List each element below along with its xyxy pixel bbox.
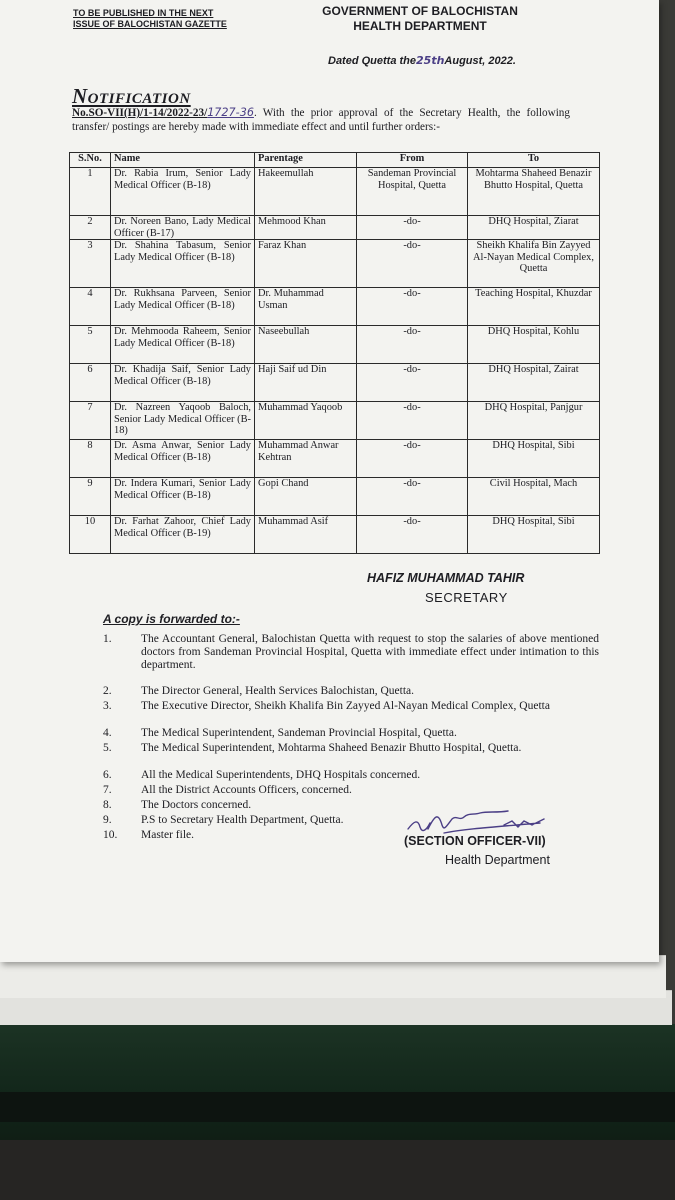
secretary-title: SECRETARY xyxy=(425,590,508,605)
department-name: HEALTH DEPARTMENT xyxy=(353,19,487,33)
cell-to: DHQ Hospital, Sibi xyxy=(468,440,600,478)
cell-name: Dr. Nazreen Yaqoob Baloch, Senior Lady Medical Officer (B-18) xyxy=(111,402,255,440)
handwritten-reference: 1727-36 xyxy=(207,106,254,119)
cell-from: -do- xyxy=(357,240,468,288)
cell-name: Dr. Mehmooda Raheem, Senior Lady Medical Officer (B-18) xyxy=(111,326,255,364)
list-item-number: 6. xyxy=(103,769,112,781)
cell-sno: 1 xyxy=(70,168,111,216)
cell-parentage: Muhammad Yaqoob xyxy=(255,402,357,440)
table-row xyxy=(70,288,600,326)
column-header-to: To xyxy=(468,153,600,168)
cell-parentage: Faraz Khan xyxy=(255,240,357,288)
copy-forwarded-heading: A copy is forwarded to:- xyxy=(103,612,240,626)
table-row xyxy=(70,478,600,516)
list-item-text: The Executive Director, Sheikh Khalifa Bin Zayyed Al-Nayan Medical Complex, Quetta xyxy=(141,700,550,712)
list-item-text: The Accountant General, Balochistan Quetta with request to stop the salaries of above mentioned doctors from Sandeman Provincial Hospital, Quetta with immediate effect under intimation to this department. xyxy=(141,633,599,671)
list-item-number: 8. xyxy=(103,799,112,811)
cell-name: Dr. Farhat Zahoor, Chief Lady Medical Officer (B-19) xyxy=(111,516,255,554)
cell-name: Dr. Rabia Irum, Senior Lady Medical Officer (B-18) xyxy=(111,168,255,216)
cell-sno: 5 xyxy=(70,326,111,364)
cell-parentage: Gopi Chand xyxy=(255,478,357,516)
column-header-from: From xyxy=(357,153,468,168)
cell-name: Dr. Khadija Saif, Senior Lady Medical Officer (B-18) xyxy=(111,364,255,402)
cell-name: Dr. Rukhsana Parveen, Senior Lady Medical Officer (B-18) xyxy=(111,288,255,326)
government-name: GOVERNMENT OF BALOCHISTAN xyxy=(322,4,518,18)
cell-sno: 2 xyxy=(70,216,111,240)
table-row xyxy=(70,516,600,554)
notification-title: Notification xyxy=(72,84,191,108)
table-row xyxy=(70,402,600,440)
list-item-text: The Medical Superintendent, Sandeman Provincial Hospital, Quetta. xyxy=(141,727,457,739)
list-item-text: All the District Accounts Officers, concerned. xyxy=(141,784,352,796)
list-item-text: All the Medical Superintendents, DHQ Hospitals concerned. xyxy=(141,769,421,781)
cell-sno: 7 xyxy=(70,402,111,440)
cell-to: DHQ Hospital, Zairat xyxy=(468,364,600,402)
cell-sno: 3 xyxy=(70,240,111,288)
list-item-number: 7. xyxy=(103,784,112,796)
cell-from: -do- xyxy=(357,364,468,402)
table-row xyxy=(70,240,600,288)
cell-parentage: Muhammad Asif xyxy=(255,516,357,554)
cell-name: Dr. Indera Kumari, Senior Lady Medical Officer (B-18) xyxy=(111,478,255,516)
list-item-number: 9. xyxy=(103,814,112,826)
cell-sno: 6 xyxy=(70,364,111,402)
list-item-text: The Medical Superintendent, Mohtarma Shaheed Benazir Bhutto Hospital, Quetta. xyxy=(141,742,522,754)
list-item-number: 2. xyxy=(103,685,112,697)
table-row xyxy=(70,168,600,216)
table-row xyxy=(70,216,600,240)
list-item-number: 10. xyxy=(103,829,118,841)
cell-from: -do- xyxy=(357,440,468,478)
list-item-number: 5. xyxy=(103,742,112,754)
intro-text: . With the prior approval of the Secretary Health, the following transfer/ postings are hereby made with immediate effect and until further orders:- xyxy=(72,107,570,133)
list-item-text: P.S to Secretary Health Department, Quetta. xyxy=(141,814,344,826)
table-row xyxy=(70,440,600,478)
floor-background xyxy=(0,1140,675,1200)
table-row xyxy=(70,364,600,402)
cell-parentage: Dr. Muhammad Usman xyxy=(255,288,357,326)
cell-from: -do- xyxy=(357,478,468,516)
column-header-sno: S.No. xyxy=(70,153,111,168)
column-header-name: Name xyxy=(111,153,255,168)
list-item-text: Master file. xyxy=(141,829,195,841)
secretary-name: HAFIZ MUHAMMAD TAHIR xyxy=(367,571,525,585)
cell-from: -do- xyxy=(357,326,468,364)
table-header-row xyxy=(70,153,600,168)
gazette-line: ISSUE OF BALOCHISTAN GAZETTE xyxy=(73,19,227,29)
government-header xyxy=(300,4,540,34)
section-officer-title: (SECTION OFFICER-VII) xyxy=(404,834,546,848)
cell-to: Civil Hospital, Mach xyxy=(468,478,600,516)
date-line xyxy=(328,54,516,67)
cell-name: Dr. Shahina Tabasum, Senior Lady Medical Officer (B-18) xyxy=(111,240,255,288)
handwritten-day: 25th xyxy=(416,54,445,67)
cell-to: DHQ Hospital, Sibi xyxy=(468,516,600,554)
cell-sno: 9 xyxy=(70,478,111,516)
cell-parentage: Mehmood Khan xyxy=(255,216,357,240)
cell-parentage: Naseebullah xyxy=(255,326,357,364)
cell-to: DHQ Hospital, Kohlu xyxy=(468,326,600,364)
column-header-parentage: Parentage xyxy=(255,153,357,168)
cell-parentage: Hakeemullah xyxy=(255,168,357,216)
gazette-note xyxy=(73,8,227,30)
cell-from: -do- xyxy=(357,288,468,326)
cell-to: Mohtarma Shaheed Benazir Bhutto Hospital, Quetta xyxy=(468,168,600,216)
cell-to: DHQ Hospital, Panjgur xyxy=(468,402,600,440)
cell-name: Dr. Asma Anwar, Senior Lady Medical Officer (B-18) xyxy=(111,440,255,478)
cell-sno: 8 xyxy=(70,440,111,478)
cell-parentage: Haji Saif ud Din xyxy=(255,364,357,402)
notification-intro xyxy=(72,106,570,134)
cell-to: DHQ Hospital, Ziarat xyxy=(468,216,600,240)
cell-sno: 10 xyxy=(70,516,111,554)
desk-edge xyxy=(0,1092,675,1122)
cell-to: Sheikh Khalifa Bin Zayyed Al-Nayan Medical Complex, Quetta xyxy=(468,240,600,288)
cell-to: Teaching Hospital, Khuzdar xyxy=(468,288,600,326)
transfer-table xyxy=(69,152,600,554)
list-item-number: 1. xyxy=(103,633,112,645)
list-item-number: 4. xyxy=(103,727,112,739)
list-item-text: The Doctors concerned. xyxy=(141,799,252,811)
cell-from: -do- xyxy=(357,402,468,440)
date-suffix: August, 2022. xyxy=(444,55,516,67)
reference-number: No.SO-VII(H)/1-14/2022-23/ xyxy=(72,107,208,119)
cell-from: Sandeman Provincial Hospital, Quetta xyxy=(357,168,468,216)
gazette-line: TO BE PUBLISHED IN THE NEXT xyxy=(73,8,214,18)
cell-from: -do- xyxy=(357,216,468,240)
date-prefix: Dated Quetta the xyxy=(328,55,417,67)
section-officer-department: Health Department xyxy=(445,853,550,867)
cell-sno: 4 xyxy=(70,288,111,326)
cell-from: -do- xyxy=(357,516,468,554)
list-item-number: 3. xyxy=(103,700,112,712)
cell-name: Dr. Noreen Bano, Lady Medical Officer (B-17) xyxy=(111,216,255,240)
list-item-text: The Director General, Health Services Balochistan, Quetta. xyxy=(141,685,415,697)
cell-parentage: Muhammad Anwar Kehtran xyxy=(255,440,357,478)
table-row xyxy=(70,326,600,364)
